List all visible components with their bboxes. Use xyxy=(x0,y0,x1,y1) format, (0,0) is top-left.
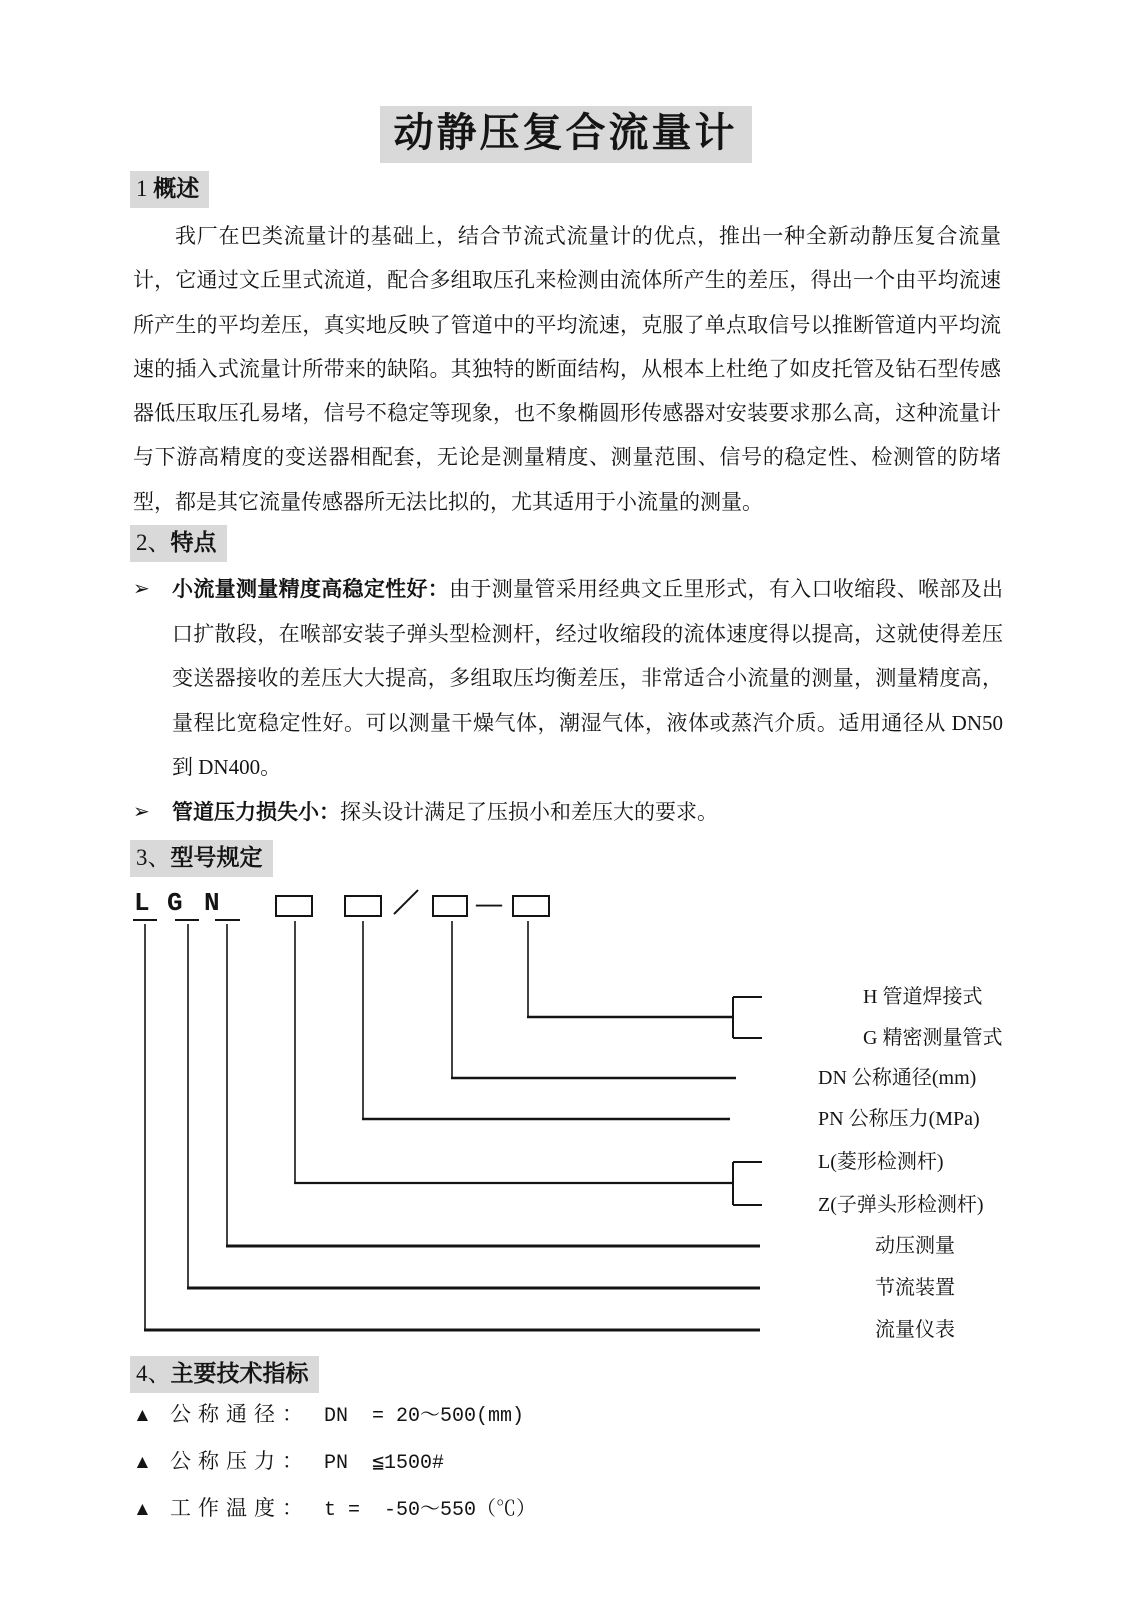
spec-row-temperature xyxy=(133,1492,1013,1522)
spec-value: DN = 20～500(mm) xyxy=(324,1405,525,1428)
title-row xyxy=(0,106,1131,163)
arrow-bullet-icon: ➢ xyxy=(133,578,150,600)
feature-text xyxy=(172,790,1003,835)
model-code-box-2 xyxy=(344,895,382,917)
model-code-box-4 xyxy=(512,895,550,917)
model-diagram-label: 节流装置 xyxy=(875,1277,955,1299)
spec-label: 公称压力： xyxy=(170,1449,310,1473)
section-number: 4、 xyxy=(136,1361,171,1386)
model-diagram-label: Z(子弹头形检测杆) xyxy=(818,1194,984,1216)
feature-text xyxy=(172,567,1003,790)
page-title: 动静压复合流量计 xyxy=(380,106,752,163)
feature-item-1 xyxy=(133,567,1003,790)
model-code-dash: — xyxy=(476,889,502,918)
section-heading-features xyxy=(130,525,227,562)
section-title: 特点 xyxy=(170,530,217,555)
model-code-letter-N: N xyxy=(204,888,220,918)
section-heading-model xyxy=(130,840,273,877)
triangle-bullet-icon: ▲ xyxy=(133,1499,152,1520)
feature-item-2 xyxy=(133,790,1003,835)
feature-body-text: 探头设计满足了压损小和差压大的要求。 xyxy=(340,800,718,824)
overview-paragraph: 我厂在巴类流量计的基础上，结合节流式流量计的优点，推出一种全新动静压复合流量计，它通过文丘里式流道，配合多组取压孔来检测由流体所产生的差压，得出一个由平均流速所产生的平均差压，真实地反映了管道中的平均流速，克服了单点取信号以推断管道内平均流速的插入式流量计所带来的缺陷。其独特的断面结构，从根本上杜绝了如皮托管及钻石型传感器低压取压孔易堵，信号不稳定等现象，也不象椭圆形传感器对安装要求那么高，这种流量计与下游高精度的变送器相配套，无论是测量精度、测量范围、信号的稳定性、检测管的防堵型，都是其它流量传感器所无法比拟的，尤其适用于小流量的测量。 xyxy=(133,224,1001,514)
model-diagram-label: H 管道焊接式 xyxy=(863,986,983,1008)
feature-lead: 管道压力损失小： xyxy=(172,800,340,824)
model-diagram-label: 流量仪表 xyxy=(875,1319,955,1341)
triangle-bullet-icon: ▲ xyxy=(133,1405,152,1426)
model-diagram-label: PN 公称压力(MPa) xyxy=(818,1108,980,1130)
model-code-box-3 xyxy=(432,895,468,917)
feature-body-text: 由于测量管采用经典文丘里形式，有入口收缩段、喉部及出口扩散段，在喉部安装子弹头型检测杆，经过收缩段的流体速度得以提高，这就使得差压变送器接收的差压大大提高，多组取压均衡差压，非常适合小流量的测量，测量精度高，量程比宽稳定性好。可以测量干燥气体，潮湿气体，液体或蒸汽介质。适用通径从 DN50 到 DN400。 xyxy=(172,577,1004,779)
section-title: 型号规定 xyxy=(170,845,263,870)
model-code-slash: ／ xyxy=(393,889,420,918)
section-number: 2、 xyxy=(136,530,171,555)
model-diagram-label: DN 公称通径(mm) xyxy=(818,1067,977,1089)
model-diagram-label: L(菱形检测杆) xyxy=(818,1151,944,1173)
model-code-letter-G: G xyxy=(167,888,183,918)
model-code-box-1 xyxy=(275,895,313,917)
arrow-bullet-icon: ➢ xyxy=(133,801,150,823)
model-code-letter-L: L xyxy=(134,888,150,918)
spec-row-diameter xyxy=(133,1398,1013,1428)
triangle-bullet-icon: ▲ xyxy=(133,1452,152,1473)
section-heading-overview xyxy=(130,171,209,208)
spec-label: 公称通径： xyxy=(170,1402,310,1426)
section-number: 3、 xyxy=(136,845,171,870)
section-number: 1 xyxy=(136,176,154,201)
section-title: 主要技术指标 xyxy=(170,1361,309,1386)
model-diagram-label: 动压测量 xyxy=(875,1235,955,1257)
spec-label: 工作温度： xyxy=(170,1496,310,1520)
spec-value: PN ≦1500# xyxy=(324,1452,445,1475)
section-heading-specs xyxy=(130,1356,319,1393)
feature-lead: 小流量测量精度高稳定性好： xyxy=(172,577,450,601)
section-title: 概述 xyxy=(153,176,200,201)
spec-value: t = -50～550（℃） xyxy=(324,1499,537,1522)
model-diagram-label: G 精密测量管式 xyxy=(863,1027,1003,1049)
spec-row-pressure xyxy=(133,1445,1013,1475)
